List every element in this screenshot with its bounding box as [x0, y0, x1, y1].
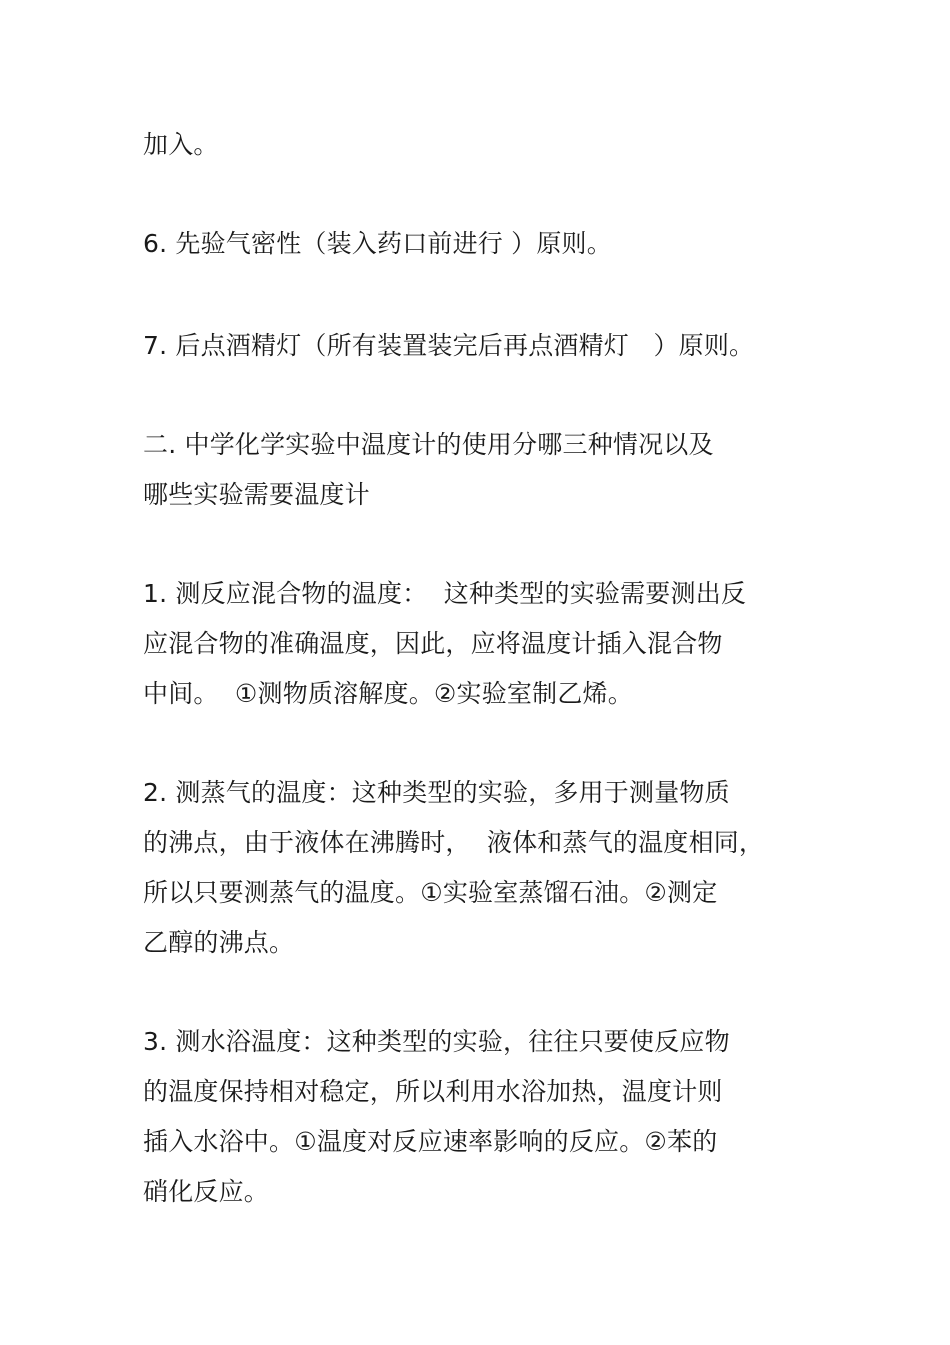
paragraph-rule-6 — [143, 219, 793, 269]
text-line: 6. 先验气密性（装入药口前进行 ）原则。 — [143, 229, 612, 258]
text-line: 2. 测蒸气的温度：这种类型的实验，多用于测量物质 — [143, 778, 730, 807]
text-line: 的温度保持相对稳定，所以利用水浴加热，温度计则 — [143, 1077, 723, 1106]
paragraph-rule-7 — [143, 321, 793, 371]
text-line: 二. 中学化学实验中温度计的使用分哪三种情况以及 — [143, 430, 714, 459]
paragraph-item-1 — [143, 569, 793, 719]
text-line: 7. 后点酒精灯（所有装置装完后再点酒精灯 ）原则。 — [143, 331, 755, 360]
text-line: 插入水浴中。①温度对反应速率影响的反应。②苯的 — [143, 1127, 718, 1156]
text-line: 硝化反应。 — [143, 1177, 270, 1206]
paragraph-item-3 — [143, 1017, 793, 1217]
paragraph-item-2 — [143, 768, 793, 968]
text-line: 的沸点，由于液体在沸腾时， 液体和蒸气的温度相同， — [143, 828, 765, 857]
text-line: 哪些实验需要温度计 — [143, 480, 370, 509]
text-line: 所以只要测蒸气的温度。①实验室蒸馏石油。②测定 — [143, 878, 718, 907]
paragraph-continuation — [143, 120, 793, 170]
text-line: 1. 测反应混合物的温度： 这种类型的实验需要测出反 — [143, 579, 747, 608]
text-line: 中间。 ①测物质溶解度。②实验室制乙烯。 — [143, 679, 633, 708]
text-line: 加入。 — [143, 130, 219, 159]
text-line: 乙醇的沸点。 — [143, 928, 295, 957]
section-heading-2 — [143, 420, 793, 520]
text-line: 应混合物的准确温度，因此，应将温度计插入混合物 — [143, 629, 723, 658]
text-line: 3. 测水浴温度：这种类型的实验，往往只要使反应物 — [143, 1027, 730, 1056]
